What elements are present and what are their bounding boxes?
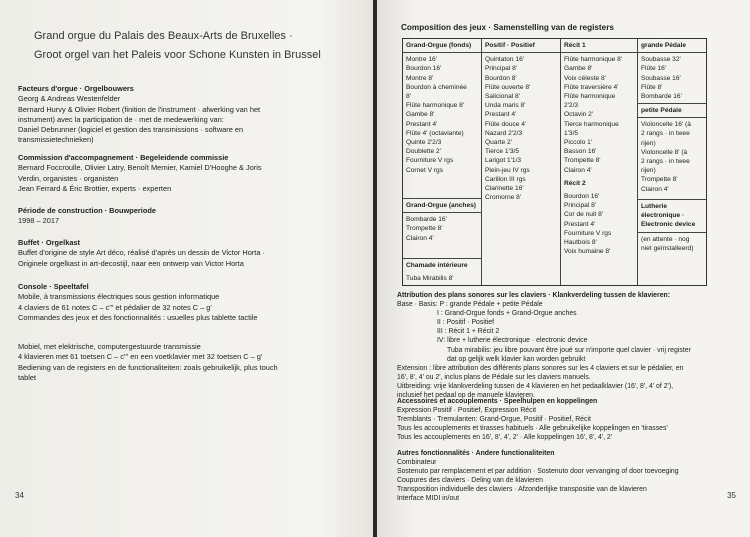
section-line: Buffet d'origine de style Art déco, réalisé d'après un dessin de Victor Horta · — [18, 248, 265, 258]
stop: Flûte ouverte 8' — [485, 83, 531, 91]
stop: Quintaton 16' — [485, 56, 525, 64]
section-line: transmissietechnieken) — [18, 135, 94, 145]
stop: Voix humaine 8' — [564, 248, 611, 256]
stop: Fourniture V rgs — [564, 229, 612, 237]
section-line: Mobiel, met elektrische, computergestuurde transmissie — [18, 342, 201, 351]
stop: Prestant 4' — [485, 111, 517, 119]
stop: Flûte 4' (octaviante) — [406, 129, 464, 137]
section-heading: Attribution des plans sonores sur les claviers · Klankverdeling tussen de klavieren: — [397, 292, 671, 299]
stop: Plein-jeu IV rgs — [485, 166, 530, 174]
stop: Flûte douce 4' — [485, 120, 527, 128]
section-line: I : Grand-Orgue fonds + Grand-Orgue anches — [437, 310, 577, 318]
page-number: 35 — [727, 491, 736, 500]
recit2-block — [564, 179, 634, 257]
stop: Flûte traversière 4' — [564, 83, 619, 91]
column-recit — [560, 39, 637, 285]
section-line: 4 klavieren met 61 toetsen C – c''' en een voetklavier met 32 toetsen C – g' — [18, 352, 263, 362]
section-line: Expression Positif · Positief, Expression Récit — [397, 407, 537, 415]
section-line: Base · Basis: P : grande Pédale + petite Pédale — [397, 301, 543, 309]
right-page — [377, 0, 750, 537]
section-line: Daniel Debrunner (logiciel et gestion des transmissions · software en — [18, 125, 244, 135]
stop: Clairon 4' — [564, 166, 592, 174]
section-line: Bernard Hurvy & Olivier Robert (finition de l'instrument · afwerking van het — [18, 104, 261, 114]
stop: Bourdon 16' — [564, 193, 600, 201]
stop: Basson 16' — [564, 148, 597, 156]
section-commission — [18, 153, 363, 194]
subbox-heading: Lutherie électronique · Electronic device — [638, 202, 706, 233]
stop: 2'2/3 — [564, 102, 579, 110]
section-line: Bernard Foccroulle, Olivier Latry, Benoît Mernier, Kamiel D'Hooghe & Joris — [18, 163, 262, 173]
stop: Cor de nuit 8' — [564, 211, 604, 219]
section-line: Verdin, organistes · organisten — [18, 173, 119, 183]
section-line: IV: libre + lutherie électronique · electronic device — [437, 337, 588, 345]
stop: Flûte harmonique 8' — [406, 102, 465, 110]
stop: Tierce 1'3/5 — [485, 148, 519, 156]
stop: Montre 8' — [406, 74, 434, 82]
section-heading: Buffet · Orgelkast — [18, 238, 81, 247]
section-accessories — [397, 397, 737, 442]
section-heading: Commission d'accompagnement · Begeleidende commissie — [18, 153, 229, 162]
stop: Clairon 4' — [641, 185, 669, 193]
stop: 8' — [406, 93, 411, 101]
section-line: 1998 – 2017 — [18, 216, 60, 226]
section-line: 16', 8', 4' ou 2', inclus plans de Pédale sur les claviers manuels. — [397, 373, 591, 381]
section-line: Transposition individuelle des claviers · Afzonderlijke transpositie van de klavieren — [397, 486, 647, 494]
stop: Prestant 4' — [564, 220, 596, 228]
section-console — [18, 282, 363, 323]
stop: Quarte 2' — [485, 139, 512, 147]
subbox-lutherie — [638, 199, 706, 255]
stop: Cornet V rgs — [406, 166, 444, 174]
column-heading: Récit 1 — [561, 41, 637, 53]
stop: niet geïnstalleerd) — [641, 244, 694, 252]
section-line: 4 claviers de 61 notes C – c''' et pédalier de 32 notes C – g' — [18, 302, 212, 312]
subbox-heading: petite Pédale — [638, 106, 706, 118]
stop: Salicional 8' — [485, 93, 520, 101]
stop: 2 rangs · in twee — [641, 130, 690, 138]
subbox-heading: Chamade intérieure — [406, 262, 468, 269]
page-title — [34, 29, 321, 67]
stop: Tierce harmonique — [564, 120, 619, 128]
section-line: Tremblants · Tremulanten: Grand-Orgue, Positif · Positief, Récit — [397, 416, 591, 424]
subbox-heading: Récit 2 — [564, 179, 586, 187]
stop: Voix céleste 8' — [564, 74, 606, 82]
stop: Gambe 8' — [564, 65, 593, 73]
section-heading: Accessoires et accouplements · Speelhulpen en koppelingen — [397, 398, 598, 405]
stop: rijen) — [641, 139, 656, 147]
stop: Principal 8' — [564, 202, 597, 210]
stop: Quinte 2'2/3 — [406, 139, 442, 147]
section-line: Mobile, à transmissions électriques sous gestion informatique — [18, 292, 220, 302]
section-line: Uitbreiding: vrije klankverdeling tussen de 4 klavieren en het pedaalklavier (16', 8', 4' of 2'), — [397, 382, 674, 390]
section-line: Sostenuto par remplacement et par addition · Sostenuto door vervanging of door toevoeging — [397, 468, 679, 476]
section-line: II : Positif · Positief — [437, 319, 495, 327]
stop: Montre 16' — [406, 56, 437, 64]
stop: (en attente · nog — [641, 235, 690, 243]
section-attribution — [397, 291, 737, 400]
stop: Soubasse 16' — [641, 74, 681, 82]
stop: Flûte 8' — [641, 83, 663, 91]
section-heading: Facteurs d'orgue · Orgelbouwers — [18, 84, 134, 93]
section-line: Combinateur — [397, 459, 437, 467]
stop: Flûte harmonique 8' — [564, 56, 623, 64]
stop: Principal 8' — [485, 65, 518, 73]
stop: Cromorne 8' — [485, 194, 522, 202]
section-line: Interface MIDI in/out — [397, 495, 460, 503]
stop: Soubasse 32' — [641, 56, 681, 64]
section-period — [18, 206, 363, 227]
column-grand-orgue — [403, 39, 481, 285]
column-heading: Positif · Positief — [482, 41, 560, 53]
stop: Nazard 2'2/3 — [485, 129, 523, 137]
title-dutch: Groot orgel van het Paleis voor Schone Kunsten in Brussel — [34, 49, 321, 61]
stop: Clairon 4' — [406, 234, 434, 242]
section-line: Tuba mirabilis: jeu libre pouvant être joué sur n'importe quel clavier · vrij register — [447, 346, 691, 354]
subbox-grand-orgue-anches — [403, 198, 481, 245]
section-line: dat op gelijk welk klavier kan worden gebruikt — [447, 355, 586, 363]
section-line: inclusief het pedaal op de manuele klavieren. — [397, 392, 535, 400]
section-line: Extension : libre attribution des différents plans sonores sur les 4 claviers et sur le pédalier, en — [397, 364, 684, 372]
section-heading: Autres fonctionnalités · Andere functionaliteiten — [397, 450, 555, 457]
section-line: Jean Ferrard & Éric Brottier, experts · experten — [18, 183, 172, 193]
subbox-chamade — [403, 258, 481, 285]
section-line: Bediening van de registers en de functionaliteiten: zoals gebruikelijk, plus touch — [18, 362, 278, 372]
stops-title: Composition des jeux · Samenstelling van de registers — [401, 23, 614, 32]
section-line: Tous les accouplements en 16', 8', 4', 2' · Alle koppelingen 16', 8', 4', 2' — [397, 434, 613, 442]
section-other — [397, 449, 737, 504]
stop: Hautbois 8' — [564, 239, 597, 247]
stop: Trompette 8' — [406, 225, 443, 233]
stop: Fourniture V rgs — [406, 157, 454, 165]
section-buffet — [18, 238, 363, 269]
section-line: Commandes des jeux et des fonctionnalités : usuelles plus tablette tactile — [18, 312, 258, 322]
subbox-heading: Grand-Orgue (anches) — [403, 201, 481, 213]
section-builders — [18, 84, 363, 146]
stop: Unda maris 8' — [485, 102, 526, 110]
section-line: instrument) avec la participation de · met de medewerking van: — [18, 114, 224, 124]
section-line: III : Récit 1 + Récit 2 — [437, 328, 500, 336]
section-line: Originele orgelkast in art-decostijl, naar een ontwerp van Victor Horta — [18, 258, 244, 268]
stop: Doublette 2' — [406, 148, 441, 156]
stop: Flûte 16' — [641, 65, 667, 73]
stop: 2 rangs · in twee — [641, 158, 690, 166]
stop: rijen) — [641, 167, 656, 175]
stop: Tuba Mirabilis 8' — [406, 275, 454, 283]
section-heading: Console · Speeltafel — [18, 282, 89, 291]
section-line: Coupures des claviers · Deling van de klavieren — [397, 477, 543, 485]
stop: Bombarde 16' — [641, 93, 682, 101]
stop: Violoncelle 8' (à — [641, 148, 688, 156]
stop: Octavin 2' — [564, 111, 594, 119]
stop: Bourdon à cheminée — [406, 83, 467, 91]
stops-table — [402, 38, 707, 286]
stop: Larigot 1'1/3 — [485, 157, 522, 165]
page-number: 34 — [15, 491, 24, 500]
section-heading: Période de construction · Bouwperiode — [18, 206, 156, 215]
stop: Trompette 8' — [641, 176, 678, 184]
stop: 1'3/5 — [564, 129, 579, 137]
column-heading: Grand-Orgue (fonds) — [403, 41, 481, 53]
stop: Piccolo 1' — [564, 139, 593, 147]
stop: Bombarde 16' — [406, 216, 447, 224]
stop: Flûte harmonique — [564, 93, 616, 101]
stop: Violoncelle 16' (à — [641, 121, 691, 129]
stop: Carillon III rgs — [485, 175, 526, 183]
stop: Bourdon 16' — [406, 65, 442, 73]
stop: Bourdon 8' — [485, 74, 517, 82]
stop: Prestant 4' — [406, 120, 438, 128]
column-positif — [481, 39, 560, 285]
column-heading: grande Pédale — [638, 41, 706, 53]
stop: Clarinette 16' — [485, 185, 524, 193]
column-pedale — [637, 39, 706, 285]
section-line: Georg & Andreas Westenfelder — [18, 94, 121, 104]
section-line: Tous les accouplements et tirasses habituels · Alle gebruikelijke koppelingen en 'tirasses' — [397, 425, 668, 433]
stop: Trompette 8' — [564, 157, 601, 165]
section-console-dutch — [18, 342, 363, 383]
stop: Gambe 8' — [406, 111, 435, 119]
section-line: tablet — [18, 372, 37, 382]
left-page — [0, 0, 373, 537]
subbox-petite-pedale — [638, 103, 706, 196]
title-french: Grand orgue du Palais des Beaux-Arts de Bruxelles · — [34, 30, 293, 42]
